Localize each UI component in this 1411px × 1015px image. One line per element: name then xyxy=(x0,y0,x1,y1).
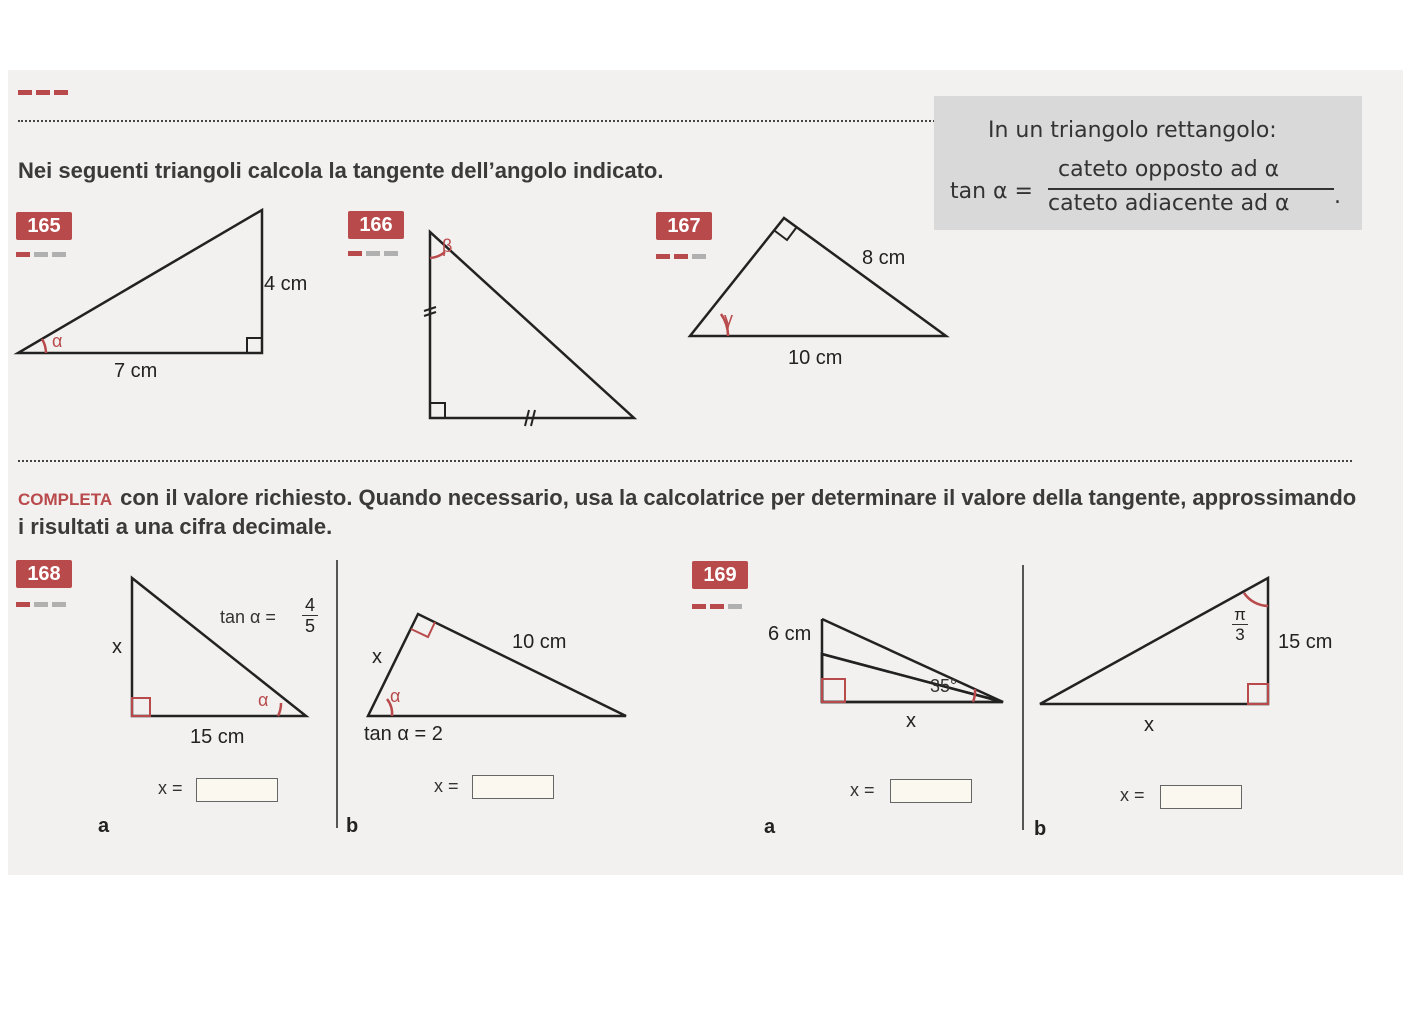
exercise-167-number: 167 xyxy=(656,212,712,240)
formula-intro: In un triangolo rettangolo: xyxy=(988,118,1277,143)
right-angle-168b xyxy=(411,622,435,637)
formula-lhs: tan α = xyxy=(950,179,1033,204)
exercise-169a-letter: a xyxy=(764,816,776,838)
exercise-168b-unknown: x xyxy=(372,646,382,668)
exercise-165-horizontal-side: 7 cm xyxy=(114,360,158,382)
exercise-169a-angle: 35° xyxy=(930,676,958,696)
section1-instruction: Nei seguenti triangoli calcola la tangente dell’angolo indicato. xyxy=(18,158,664,183)
exercise-168b-angle: α xyxy=(390,686,401,706)
exercise-168b-hypotenuse: 10 cm xyxy=(512,631,567,653)
exercise-166-angle: β xyxy=(442,236,453,256)
exercise-168a-letter: a xyxy=(98,815,110,837)
angle-denominator: 3 xyxy=(1232,624,1248,644)
section2-instruction: con il valore richiesto. Quando necessario, usa la calcolatrice per determinare il valore della tangente, approssimando i risultati a una cifra decimale. xyxy=(18,485,1357,539)
angle-arc-169a xyxy=(973,689,975,702)
exercise-167-angle: γ xyxy=(724,309,733,329)
exercise-169b-unknown: x xyxy=(1144,714,1154,736)
exercise-168b-tan-label: tan α = 2 xyxy=(364,723,443,745)
right-angle-169a xyxy=(822,679,845,702)
formula-denominator: cateto adiacente ad α xyxy=(1048,191,1290,216)
exercise-165-vertical-side: 4 cm xyxy=(264,273,308,295)
exercise-169-number: 169 xyxy=(692,561,748,589)
triangle-168a xyxy=(132,578,306,716)
exercise-169b-angle-fraction xyxy=(1232,605,1248,644)
exercise-167-hypotenuse: 10 cm xyxy=(788,347,843,369)
exercise-168b-letter: b xyxy=(346,815,359,837)
exercise-169b-letter: b xyxy=(1034,818,1047,840)
exercise-168a-tan-label: tan α = xyxy=(220,607,276,627)
exercise-169a-unknown: x xyxy=(906,710,916,732)
exercise-168b-answer-box[interactable] xyxy=(472,775,554,799)
right-angle-168a xyxy=(132,698,150,716)
fraction-denominator: 5 xyxy=(302,615,318,636)
formula-end: . xyxy=(1334,184,1341,209)
exercise-169b-known: 15 cm xyxy=(1278,631,1333,653)
exercise-168a-answer-label: x = xyxy=(158,778,183,798)
exercise-169a-answer-box[interactable] xyxy=(890,779,972,803)
exercise-165-angle: α xyxy=(52,331,63,351)
exercise-169a-known: 6 cm xyxy=(768,623,812,645)
exercise-168a-fraction xyxy=(302,595,318,636)
right-angle-169b xyxy=(1248,684,1268,704)
exercise-168-number: 168 xyxy=(16,560,72,588)
exercise-169a-answer-label: x = xyxy=(850,780,875,800)
exercise-168a-unknown: x xyxy=(112,636,122,658)
exercise-166-number: 166 xyxy=(348,211,404,239)
exercise-168a-answer-box[interactable] xyxy=(196,778,278,802)
exercise-167-leg: 8 cm xyxy=(862,247,906,269)
exercise-169b-answer-box[interactable] xyxy=(1160,785,1242,809)
exercise-168a-angle: α xyxy=(258,690,269,710)
exercise-168a-known: 15 cm xyxy=(190,726,245,748)
exercise-168b-answer-label: x = xyxy=(434,776,459,796)
completa-keyword: COMPLETA xyxy=(18,490,113,509)
exercise-169b-answer-label: x = xyxy=(1120,785,1145,805)
formula-numerator: cateto opposto ad α xyxy=(1058,157,1280,182)
exercise-165-number: 165 xyxy=(16,212,72,240)
angle-arc-168a xyxy=(278,703,281,716)
triangle-168b xyxy=(368,614,626,716)
fraction-numerator: 4 xyxy=(304,595,315,615)
angle-numerator: π xyxy=(1234,605,1246,624)
